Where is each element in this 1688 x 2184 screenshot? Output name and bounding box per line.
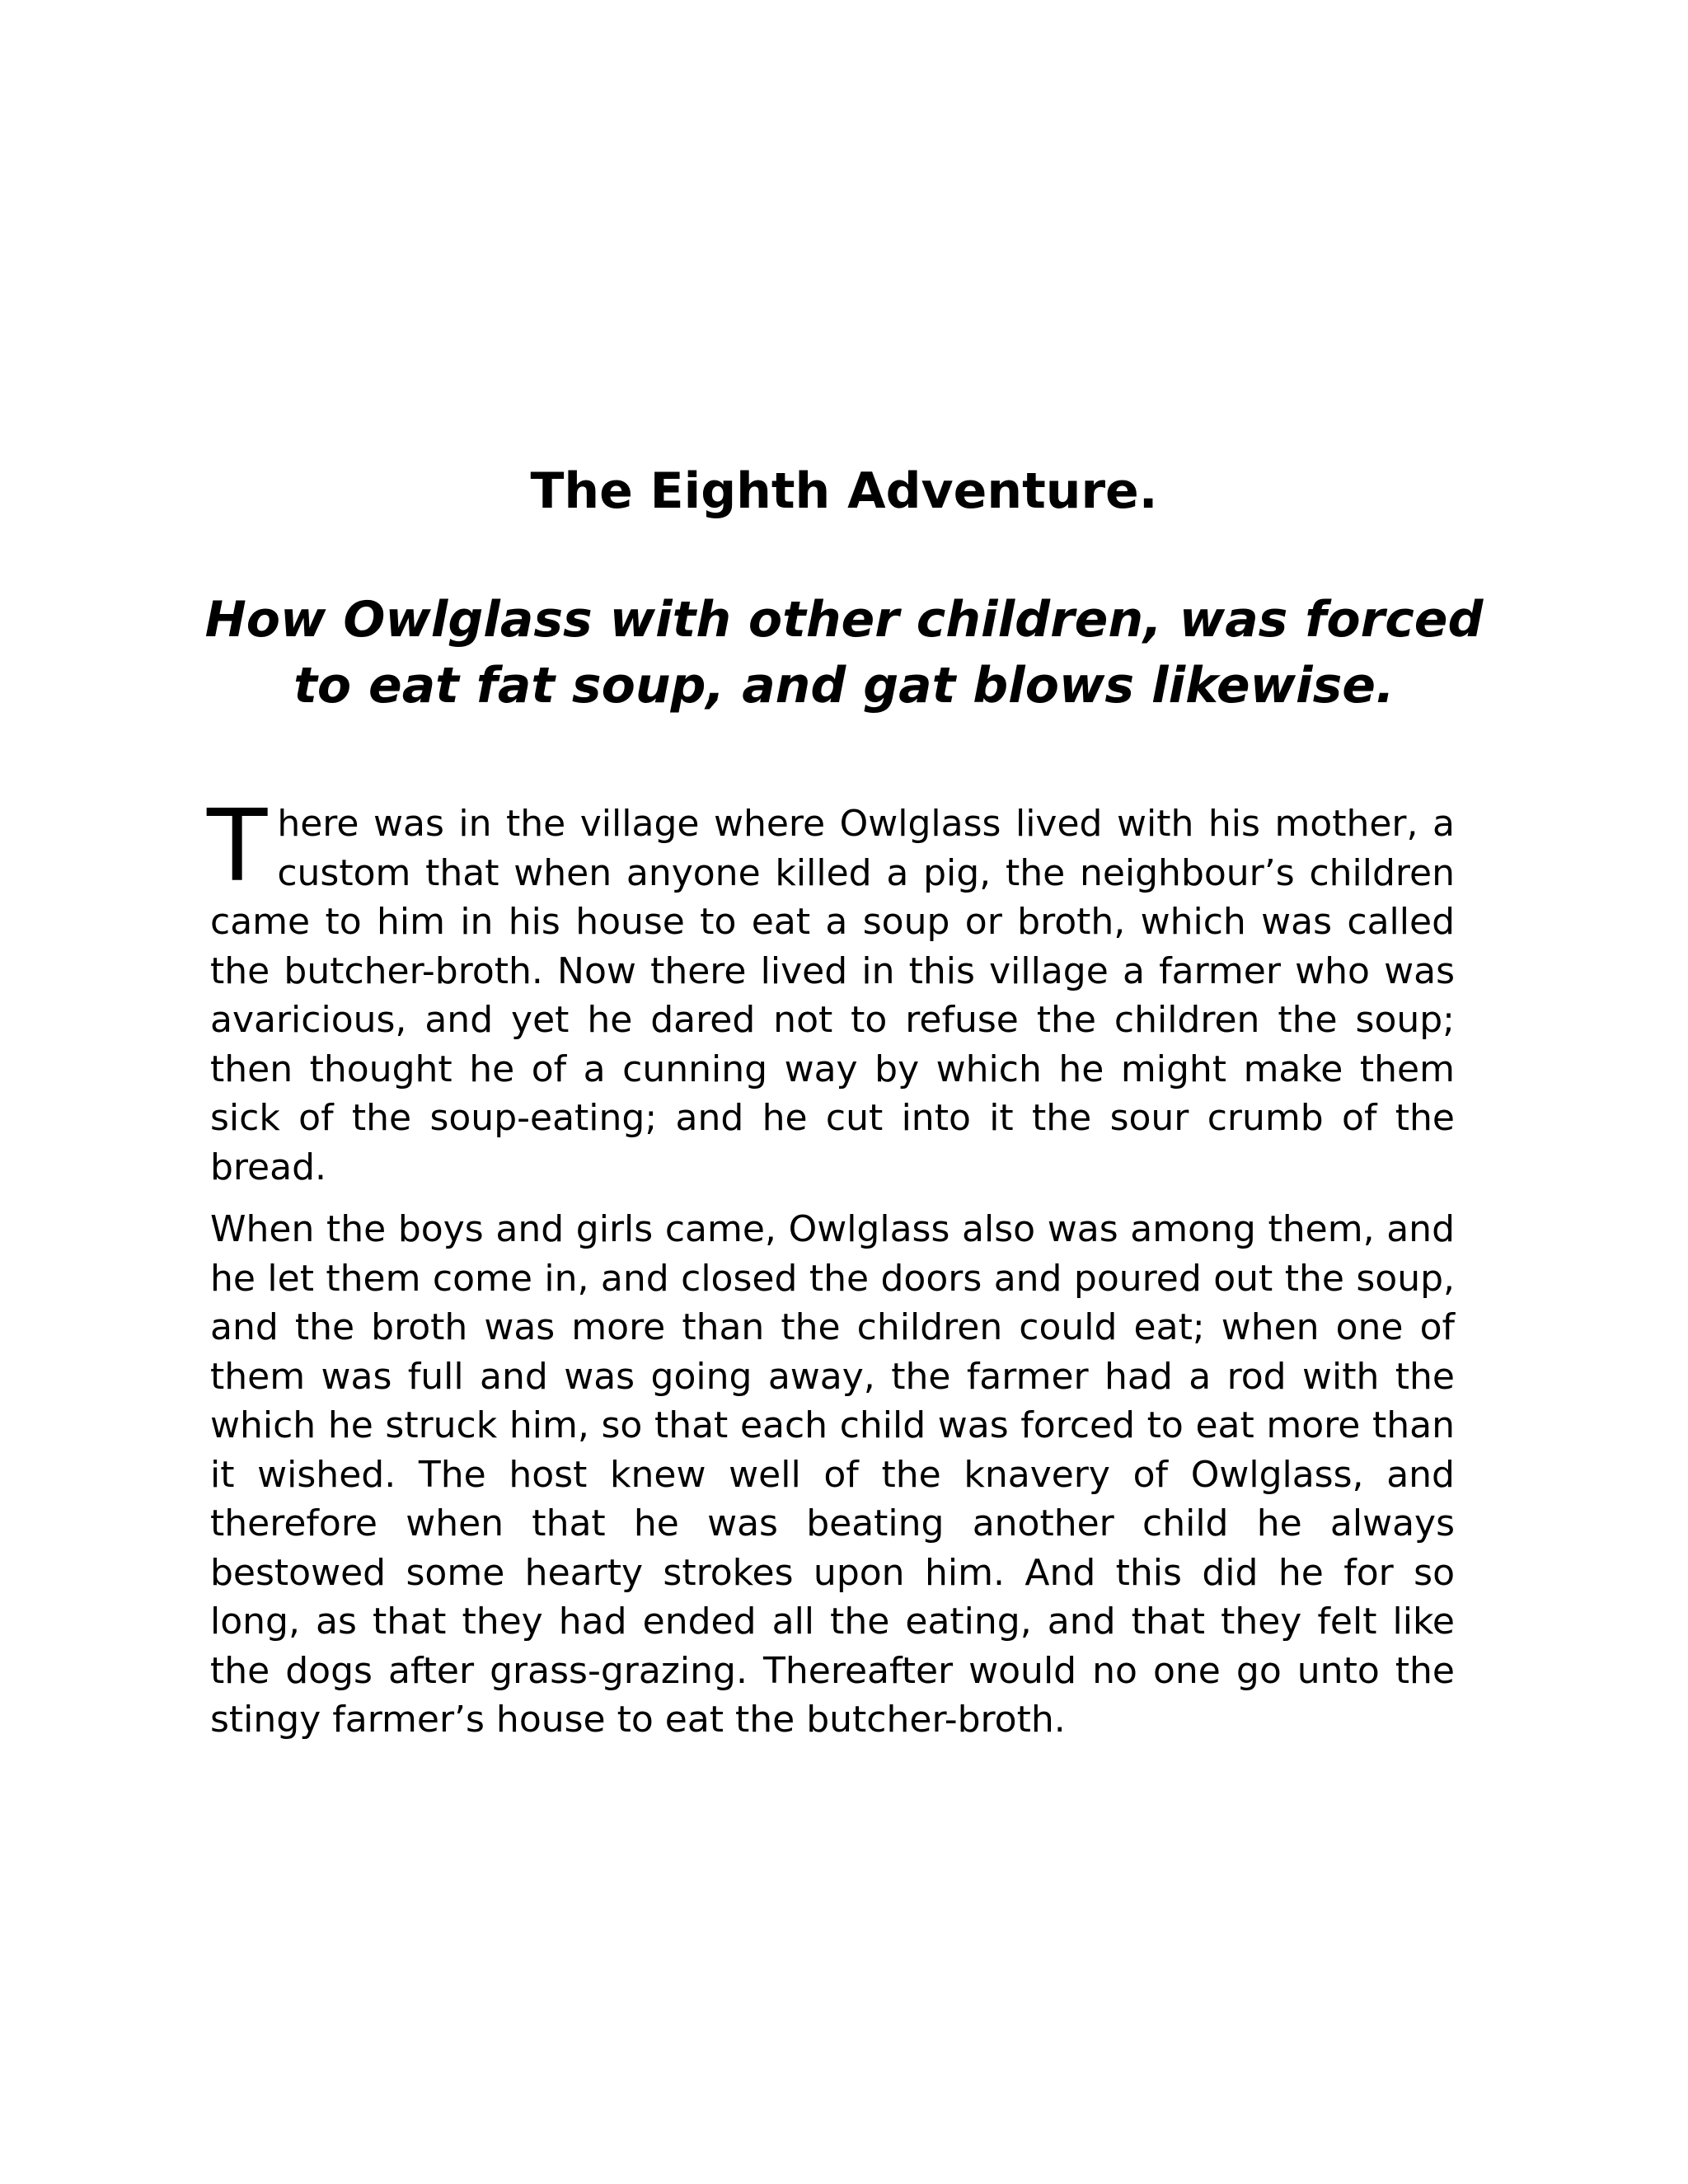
paragraph-1 [207,790,1455,1192]
chapter-body [207,790,1455,1758]
drop-cap: T [207,790,268,904]
paragraph-1-text: here was in the village where Owlglass lived with his mother, a custom that when anyone killed a pig, the neighbour’s children came to him in his house to eat a soup or broth, which was called the butcher-broth. Now there lived in this village a farmer who was avaricious, and yet he dared not to refuse the children the soup; then thought he of a cunning way by which he might make them sick of the soup-eating; and he cut into it the sour crumb of the bread. [210,803,1455,1188]
paragraph-2: When the boys and girls came, Owlglass also was among them, and he let them come in, and closed the doors and poured out the soup, and the broth was more than the children could eat; when one of them was full and was going away, the farmer had a rod with the which he struck him, so that each child was forced to eat more than it wished. The host knew well of the knavery of Owlglass, and therefore when that he was beating another child he always bestowed some hearty strokes upon him. And this did he for so long, as that they had ended all the eating, and that they felt like the dogs after grass-grazing. Thereafter would no one go unto the stingy farmer’s house to eat the butcher-broth. [210,1208,1455,1741]
chapter-subtitle: How Owlglass with other children, was forced to eat fat soup, and gat blows likewise. [204,591,1484,715]
chapter-title: The Eighth Adventure. [530,462,1158,520]
